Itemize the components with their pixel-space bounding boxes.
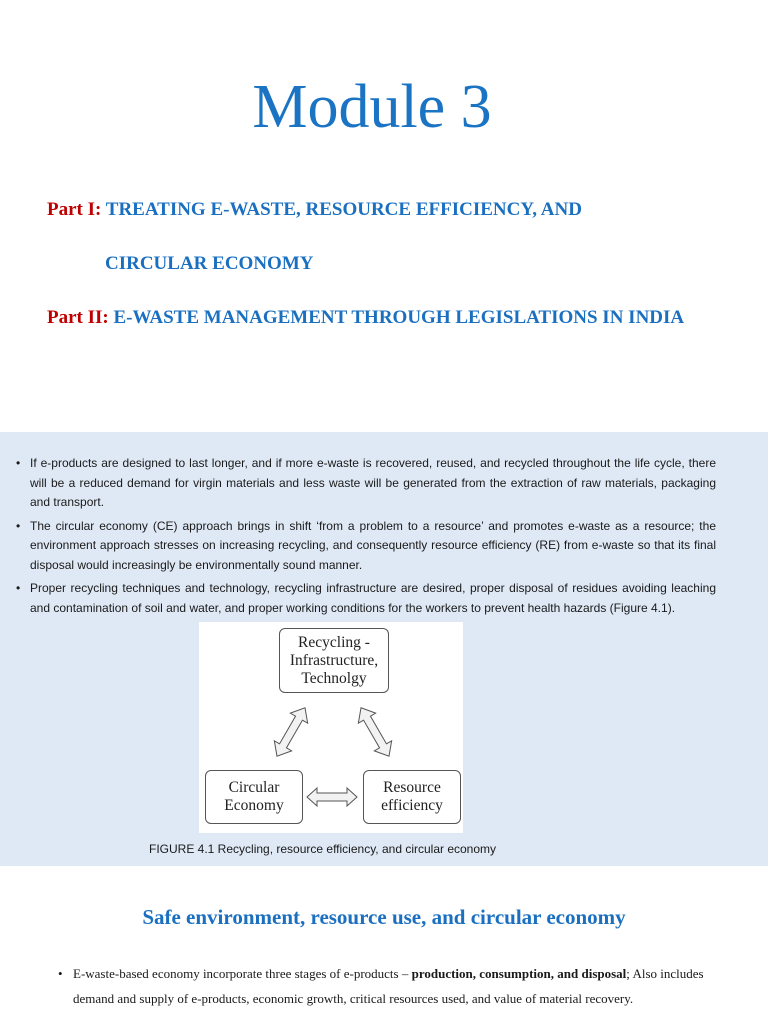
bullet-text-bold: production, consumption, and disposal — [411, 966, 627, 981]
circular-economy-line: Economy — [224, 797, 284, 814]
recycling-box-line: Technolgy — [301, 669, 367, 687]
part-2-label: Part II: — [47, 307, 109, 328]
recycling-box-line: Infrastructure, — [289, 651, 379, 669]
double-arrow-right-icon — [352, 703, 397, 761]
recycling-box — [279, 628, 389, 693]
recycling-box-line: Recycling - — [298, 633, 370, 651]
part-1-title-line1: TREATING E-WASTE, RESOURCE EFFICIENCY, AND — [105, 199, 582, 220]
slide-safe-environment — [0, 866, 768, 1024]
part-1-label: Part I: — [47, 199, 102, 220]
list-item: • If e-products are designed to last longer, and if more e-waste is recovered, reused, and recycled throughout the life cycle, there will be a reduced demand for virgin materials and less waste will be generated from the extraction of raw materials, packaging and transport. — [14, 454, 716, 513]
circular-economy-box — [205, 770, 303, 824]
resource-efficiency-box — [363, 770, 461, 824]
figure-caption: FIGURE 4.1 Recycling, resource efficiency, and circular economy — [149, 842, 497, 856]
part-1-title-line2: CIRCULAR ECONOMY — [105, 253, 314, 274]
list-item: • The circular economy (CE) approach brings in shift ‘from a problem to a resource’ and promotes e-waste as a resource; the environment approach stresses on increasing recycling, and consequently resource efficiency (RE) from e-waste so that its final disposal would increasingly be environmentally sound manner. — [14, 517, 716, 576]
list-item: • Proper recycling techniques and technology, recycling infrastructure are desired, proper disposal of residues avoiding leaching and contamination of soil and water, and proper working conditions for the workers to prevent health hazards (Figure 4.1). — [14, 579, 716, 618]
bullet-text-post: ; Also includes demand and supply of e-products, economic growth, critical resources used, and value of material recovery. — [73, 966, 704, 1006]
bullet-list — [58, 962, 710, 1011]
slide-module-title — [0, 0, 768, 432]
part-2-heading — [47, 306, 684, 330]
page-title: Module 3 — [252, 73, 492, 141]
list-item — [58, 962, 710, 1011]
double-arrow-horizontal-icon — [307, 788, 357, 806]
part-1-heading-cont — [105, 252, 313, 276]
slide-recycling — [0, 432, 768, 866]
circular-economy-line: Circular — [228, 779, 280, 796]
resource-efficiency-line: efficiency — [381, 797, 443, 814]
bullet-text-pre: E-waste-based economy incorporate three stages of e-products – — [73, 966, 412, 981]
double-arrow-left-icon — [268, 703, 313, 761]
figure-cycle-diagram — [199, 622, 463, 833]
bullet-list — [14, 454, 716, 622]
part-1-heading — [47, 198, 582, 222]
part-2-title: E-WASTE MANAGEMENT THROUGH LEGISLATIONS IN INDIA — [113, 307, 685, 328]
section-heading: Safe environment, resource use, and circular economy — [142, 905, 626, 929]
resource-efficiency-line: Resource — [383, 779, 441, 796]
